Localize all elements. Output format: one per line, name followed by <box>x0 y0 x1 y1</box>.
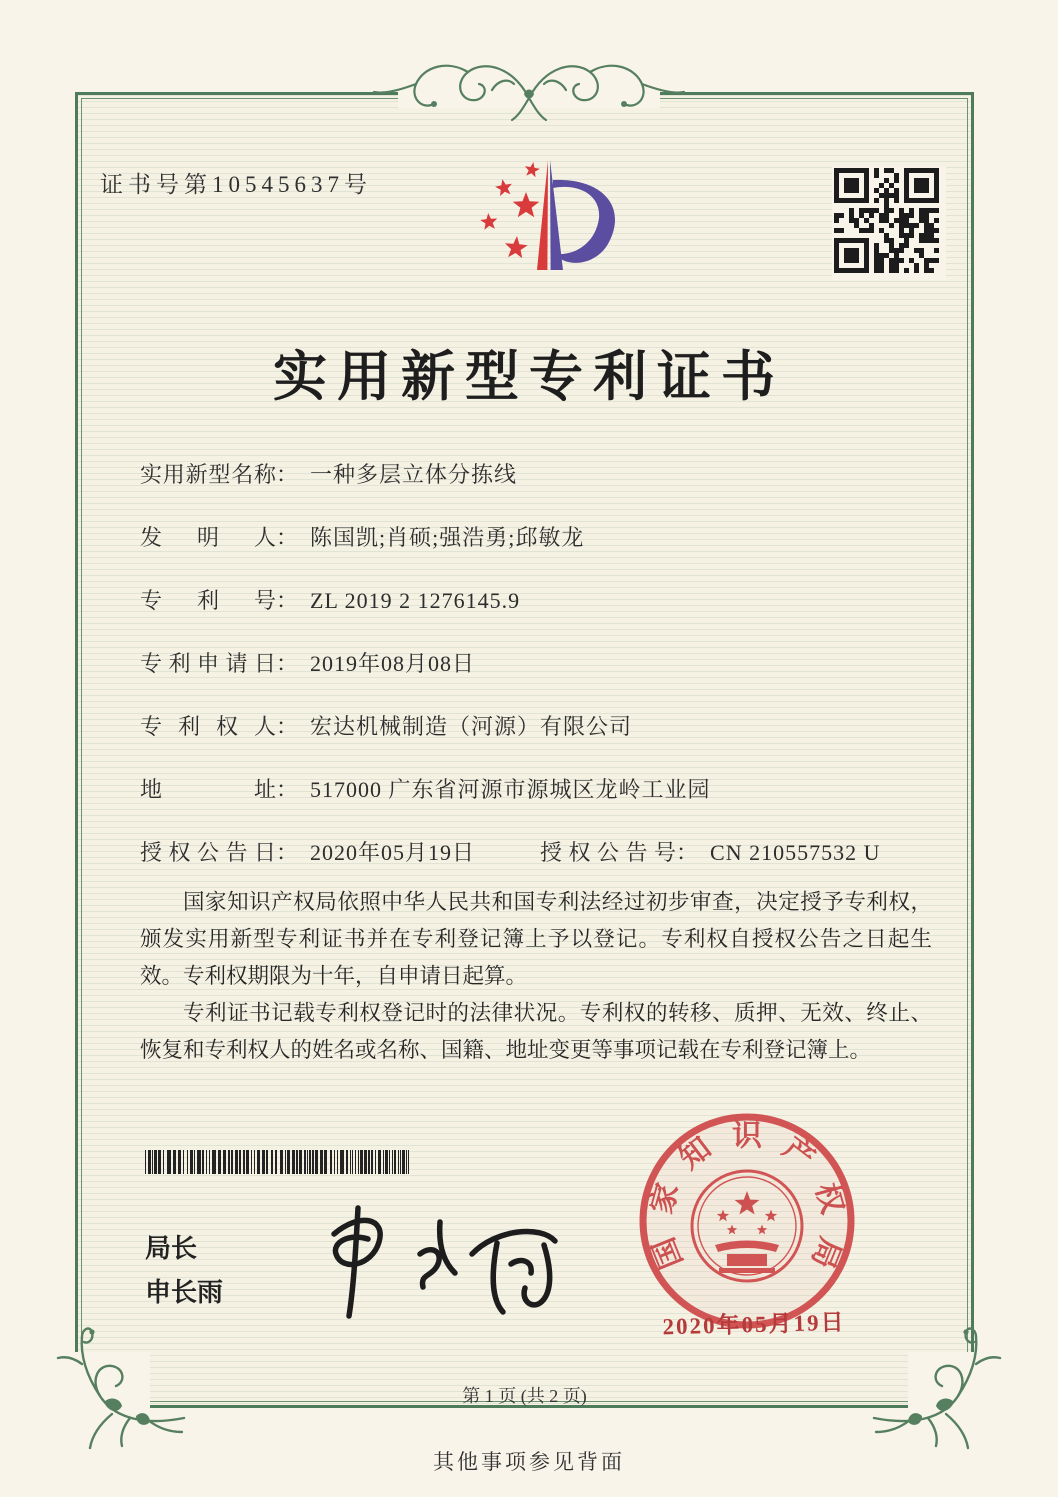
field-label: 实用新型名称 <box>140 462 276 487</box>
svg-text:局: 局 <box>804 1232 847 1273</box>
field-row-filing-date: 专利申请日： 2019年08月08日 <box>140 647 940 678</box>
field-row-patent-no: 专利号： ZL 2019 2 1276145.9 <box>140 584 940 615</box>
svg-text:家: 家 <box>645 1179 685 1218</box>
field-value: 宏达机械制造（河源）有限公司 <box>310 714 633 739</box>
director-name: 申长雨 <box>145 1277 224 1307</box>
svg-text:国: 国 <box>647 1232 690 1273</box>
signature-shen-changyu-icon <box>292 1196 562 1324</box>
svg-text:产: 产 <box>776 1131 821 1176</box>
field-value: 2019年08月08日 <box>310 651 476 676</box>
page-number: 第 1 页 (共 2 页) <box>462 1386 587 1406</box>
svg-text:知: 知 <box>673 1131 718 1176</box>
field-value: 517000 广东省河源市源城区龙岭工业园 <box>310 777 711 802</box>
field-label: 专利权人 <box>140 714 276 739</box>
legal-paragraph: 国家知识产权局依照中华人民共和国专利法经过初步审查，决定授予专利权，颁发实用新型专利证书并在专利登记簿上予以登记。专利权自授权公告之日起生效。专利权期限为十年，自申请日起算。 <box>140 890 932 988</box>
field-label: 授权公告号 <box>540 840 676 865</box>
field-row-address: 地址： 517000 广东省河源市源城区龙岭工业园 <box>140 773 940 804</box>
field-row-name: 实用新型名称： 一种多层立体分拣线 <box>140 458 940 489</box>
director-role-label: 局长 <box>145 1233 198 1263</box>
back-note: 其他事项参见背面 <box>433 1450 625 1474</box>
cnipa-logo-icon <box>452 150 644 298</box>
field-value: CN 210557532 U <box>710 840 881 865</box>
certificate-number: 证书号第10545637号 <box>100 172 372 197</box>
field-label: 授权公告日 <box>140 840 276 865</box>
field-grant-number: 授权公告号： CN 210557532 U <box>540 836 880 867</box>
field-value: ZL 2019 2 1276145.9 <box>310 588 521 613</box>
svg-text:权: 权 <box>809 1179 849 1218</box>
field-row-inventors: 发明人： 陈国凯;肖硕;强浩勇;邱敏龙 <box>140 521 940 552</box>
certificate-title: 实用新型专利证书 <box>273 347 785 407</box>
legal-paragraph: 专利证书记载专利权登记时的法律状况。专利权的转移、质押、无效、终止、恢复和专利权人的姓名或名称、国籍、地址变更等事项记载在专利登记簿上。 <box>140 1001 932 1062</box>
legal-text-block <box>140 884 932 1069</box>
field-value: 2020年05月19日 <box>310 840 476 865</box>
field-label: 专利号 <box>140 588 276 613</box>
field-value: 陈国凯;肖硕;强浩勇;邱敏龙 <box>310 525 585 550</box>
field-label: 专利申请日 <box>140 651 276 676</box>
svg-text:识: 识 <box>732 1119 762 1153</box>
field-value: 一种多层立体分拣线 <box>310 462 518 487</box>
qr-code-icon <box>832 166 946 280</box>
border-ornament-top-icon <box>372 46 686 124</box>
cnipa-seal-icon <box>630 1104 864 1338</box>
field-label: 发明人 <box>140 525 276 550</box>
barcode-icon <box>145 1150 413 1174</box>
field-row-patentee: 专利权人： 宏达机械制造（河源）有限公司 <box>140 710 940 741</box>
seal-date: 2020年05月19日 <box>662 1309 846 1340</box>
field-row-grant: 授权公告日： 2020年05月19日 授权公告号： CN 210557532 U <box>140 836 940 867</box>
field-label: 地址 <box>140 777 276 802</box>
